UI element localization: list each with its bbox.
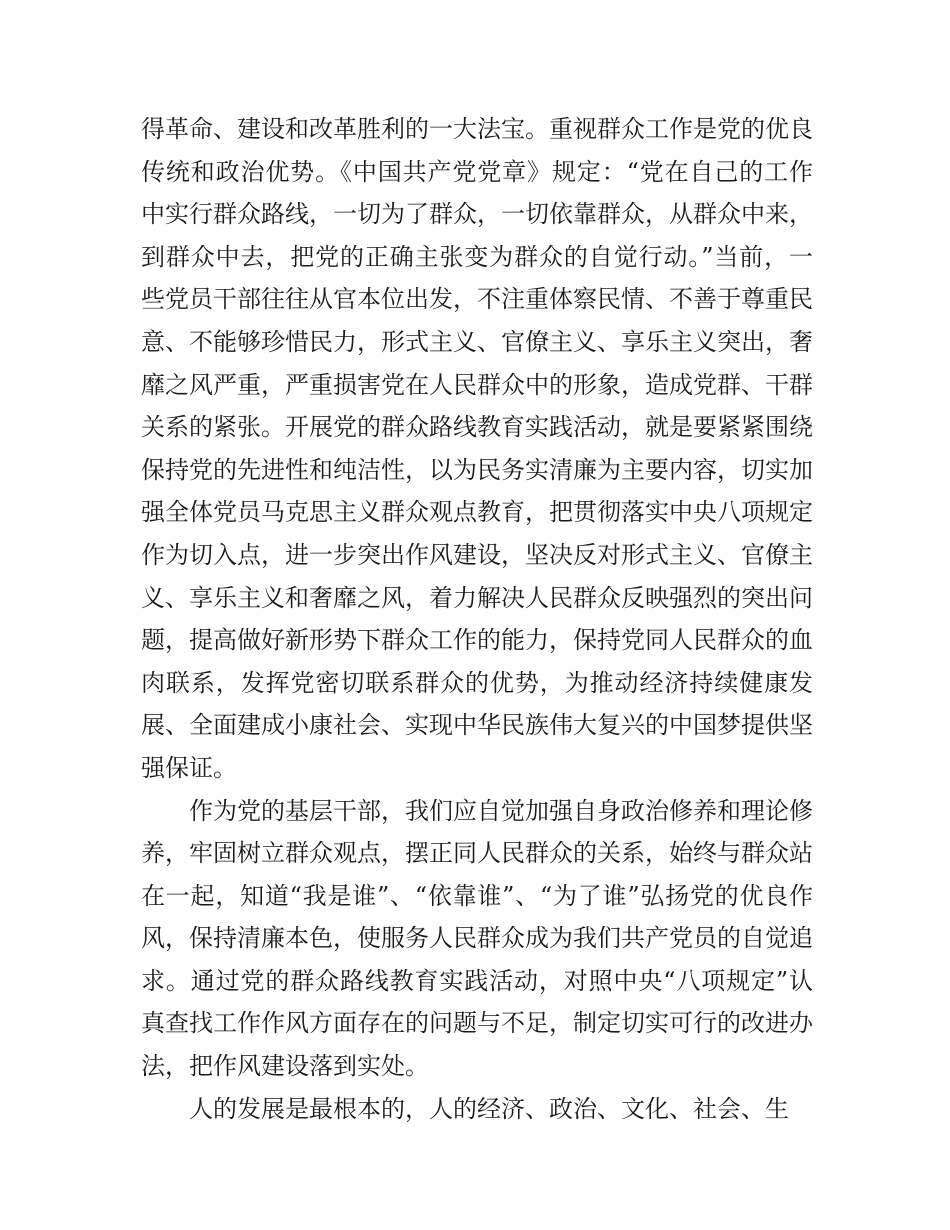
- paragraph-3: 人的发展是最根本的，人的经济、政治、文化、社会、生: [189, 1094, 789, 1123]
- paragraph-2: 作为党的基层干部，我们应自觉加强自身政治修养和理论修养，牢固树立群众观点，摆正同人民群众的关系，始终与群众站在一起，知道“我是谁”、“依靠谁”、“为了谁”弘扬党的优良作风，保持清廉本色，使服务人民群众成为我们共产党员的自觉追求。通过党的群众路线教育实践活动，对照中央“八项规定”认真查找工作作风方面存在的问题与不足，制定切实可行的改进办法，把作风建设落到实处。: [141, 796, 813, 1081]
- paragraph-1: 得革命、建设和改革胜利的一大法宝。重视群众工作是党的优良传统和政治优势。《中国共产党党章》规定：“党在自己的工作中实行群众路线，一切为了群众，一切依靠群众，从群众中来，到群众中去，把党的正确主张变为群众的自觉行动。”当前，一些党员干部往往从官本位出发，不注重体察民情、不善于尊重民意、不能够珍惜民力，形式主义、官僚主义、享乐主义突出，奢靡之风严重，严重损害党在人民群众中的形象，造成党群、干群关系的紧张。开展党的群众路线教育实践活动，就是要紧紧围绕保持党的先进性和纯洁性，以为民务实清廉为主要内容，切实加强全体党员马克思主义群众观点教育，把贯彻落实中央八项规定作为切入点，进一步突出作风建设，坚决反对形式主义、官僚主义、享乐主义和奢靡之风，着力解决人民群众反映强烈的突出问题，提高做好新形势下群众工作的能力，保持党同人民群众的血肉联系，发挥党密切联系群众的优势，为推动经济持续健康发展、全面建成小康社会、实现中华民族伟大复兴的中国梦提供坚强保证。: [141, 115, 813, 782]
- document-body: [141, 108, 813, 1130]
